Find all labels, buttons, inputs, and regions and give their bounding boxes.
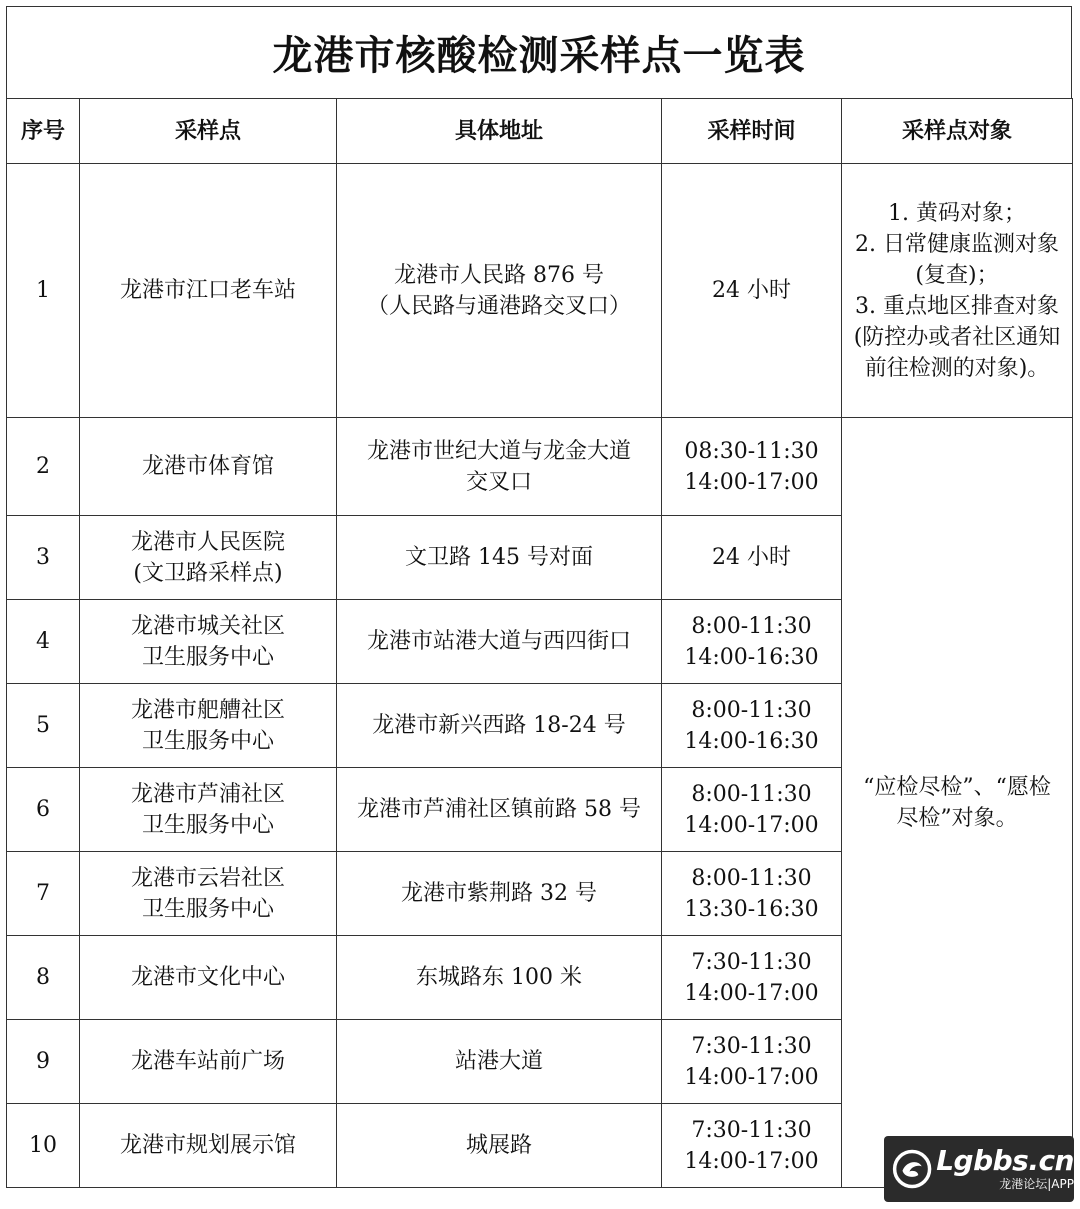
header-no: 序号 [7,99,80,164]
target-group-cell: 1. 黄码对象； 2. 日常健康监测对象 (复查)； 3. 重点地区排查对象 (防控办或者社区通知 前往检测的对象)。 [842,164,1073,418]
sampling-time: 8:00-11:30 14:00-16:30 [662,600,842,684]
row-number: 9 [7,1020,80,1104]
watermark-subtitle: 龙港论坛|APP [999,1177,1074,1191]
sampling-time: 7:30-11:30 14:00-17:00 [662,1020,842,1104]
dragon-logo-icon [892,1146,932,1192]
table-row [7,418,1073,516]
watermark-domain: Lgbbs.cn [936,1144,1074,1177]
header-target: 采样点对象 [842,99,1073,164]
site-address: 龙港市紫荆路 32 号 [337,852,662,936]
sampling-time: 24 小时 [662,164,842,418]
site-name: 龙港市城关社区 卫生服务中心 [80,600,337,684]
site-name: 龙港市江口老车站 [80,164,337,418]
site-address: 城展路 [337,1104,662,1188]
watermark-text [936,1146,1074,1192]
page-title: 龙港市核酸检测采样点一览表 [6,6,1072,98]
site-name: 龙港市芦浦社区 卫生服务中心 [80,768,337,852]
header-address: 具体地址 [337,99,662,164]
site-name: 龙港市文化中心 [80,936,337,1020]
sampling-time: 8:00-11:30 13:30-16:30 [662,852,842,936]
sampling-time: 8:00-11:30 14:00-17:00 [662,768,842,852]
header-time: 采样时间 [662,99,842,164]
sampling-time: 7:30-11:30 14:00-17:00 [662,936,842,1020]
site-name: 龙港车站前广场 [80,1020,337,1104]
row-number: 6 [7,768,80,852]
header-site: 采样点 [80,99,337,164]
site-address: 文卫路 145 号对面 [337,516,662,600]
site-name: 龙港市云岩社区 卫生服务中心 [80,852,337,936]
forum-watermark [884,1136,1074,1202]
site-address: 龙港市世纪大道与龙金大道 交叉口 [337,418,662,516]
row-number: 5 [7,684,80,768]
sampling-time: 8:00-11:30 14:00-16:30 [662,684,842,768]
sampling-time: 7:30-11:30 14:00-17:00 [662,1104,842,1188]
site-address: 龙港市芦浦社区镇前路 58 号 [337,768,662,852]
row-number: 2 [7,418,80,516]
site-address: 站港大道 [337,1020,662,1104]
row-number: 10 [7,1104,80,1188]
sampling-time: 08:30-11:30 14:00-17:00 [662,418,842,516]
site-name: 龙港市规划展示馆 [80,1104,337,1188]
site-address: 龙港市人民路 876 号 （人民路与通港路交叉口） [337,164,662,418]
site-name: 龙港市人民医院 (文卫路采样点) [80,516,337,600]
sampling-time: 24 小时 [662,516,842,600]
target-group-cell: “应检尽检”、“愿检 尽检”对象。 [842,418,1073,1188]
site-address: 龙港市站港大道与西四街口 [337,600,662,684]
site-name: 龙港市体育馆 [80,418,337,516]
header-row [7,99,1073,164]
site-name: 龙港市舥艚社区 卫生服务中心 [80,684,337,768]
row-number: 8 [7,936,80,1020]
sampling-site-table [6,98,1073,1188]
row-number: 3 [7,516,80,600]
row-number: 1 [7,164,80,418]
table-row [7,164,1073,418]
row-number: 4 [7,600,80,684]
site-address: 龙港市新兴西路 18-24 号 [337,684,662,768]
row-number: 7 [7,852,80,936]
site-address: 东城路东 100 米 [337,936,662,1020]
